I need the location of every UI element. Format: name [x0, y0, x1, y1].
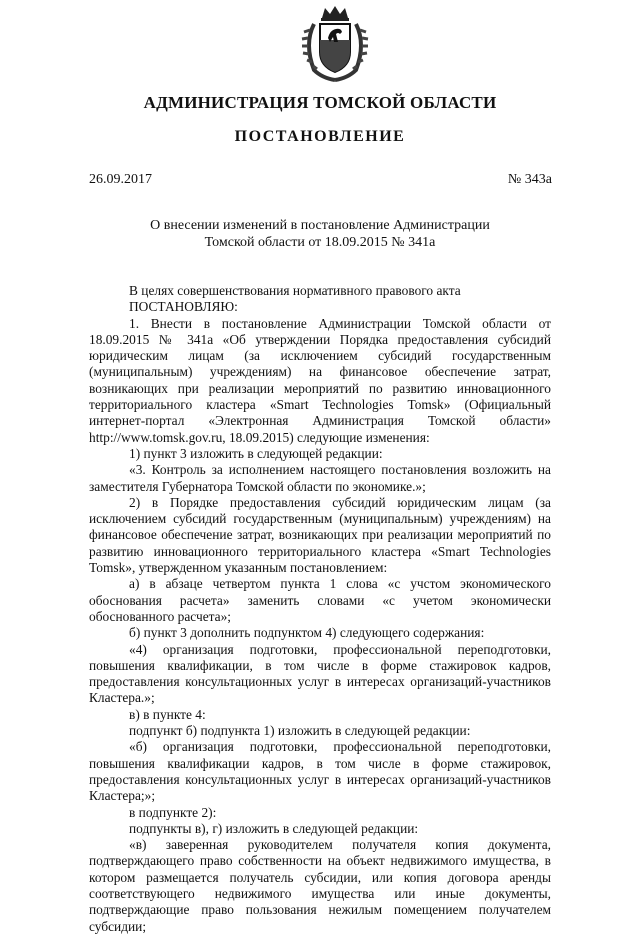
paragraph: 1. Внести в постановление Администрации Томской области от 18.09.2015 № 341а «Об утверждении Порядка предоставления субсидий юридическим лицам (за исключением субсидий государственным (муниципальным) учреждениям) на финансовое обеспечение затрат, возникающих при реализации мероприятий по развитию инновационного территориального кластера «Smart Technologies Tomsk» (Официальный интернет-портал «Электронная Администрация Томской области» http://www.tomsk.gov.ru, 18.09.2015) следующие изменения: — [89, 315, 551, 445]
paragraph: подпункт б) подпункта 1) изложить в следующей редакции: — [129, 723, 471, 739]
document-date: 26.09.2017 — [89, 172, 152, 187]
document-body — [89, 283, 551, 935]
organization-title: АДМИНИСТРАЦИЯ ТОМСКОЙ ОБЛАСТИ — [143, 93, 497, 112]
paragraph: «б) организация подготовки, профессиональной переподготовки, повышения квалификации кадров, в том числе в форме стажировок, предоставления консультационных услуг в интересах организаций-участников Кластера;»; — [89, 739, 551, 804]
tomsk-coat-of-arms-icon — [300, 4, 370, 82]
paragraph: ПОСТАНОВЛЯЮ: — [129, 299, 238, 315]
paragraph: а) в абзаце четвертом пункта 1 слова «с учстом экономического обоснования расчета» заменить словами «с учетом экономически обоснованного расчета»; — [89, 576, 551, 624]
paragraph: в подпункте 2): — [129, 804, 217, 820]
paragraph: В целях совершенствования нормативного правового акта — [129, 283, 461, 298]
subject-line: Томской области от 18.09.2015 № 341а — [204, 235, 436, 250]
paragraph: подпункты в), г) изложить в следующей редакции: — [129, 820, 419, 836]
paragraph: 2) в Порядке предоставления субсидий юридическим лицам (за исключением субсидий государственным (муниципальным) учреждениям) на финансовое обеспечение затрат, возникающих при реализации мероприятий по развитию инновационного территориального кластера «Smart Technologies Tomsk», утвержденном указанным постановлением: — [89, 494, 551, 576]
subject-line: О внесении изменений в постановление Администрации — [150, 218, 490, 233]
paragraph: в) в пункте 4: — [129, 706, 206, 722]
document-type: ПОСТАНОВЛЕНИЕ — [234, 128, 406, 145]
paragraph: «в) заверенная руководителем получателя копия документа, подтверждающего право собственности на объект недвижимого имущества, в котором размещается получатель субсидии, или копия договора аренды соответствующего недвижимого имущества или иные документы, подтверждающие право пользования нежилым помещением получателем субсидии; — [89, 837, 551, 934]
document-number: № 343а — [507, 172, 552, 187]
paragraph: «4) организация подготовки, профессиональной переподготовки, повышения квалификации, в том числе в форме стажировок кадров, предоставления консультационных услуг в интересах организаций-участников Кластера.»; — [89, 641, 551, 706]
paragraph: 1) пункт 3 изложить в следующей редакции: — [129, 445, 383, 461]
paragraph: б) пункт 3 дополнить подпунктом 4) следующего содержания: — [129, 625, 485, 641]
paragraph: «3. Контроль за исполнением настоящего постановления возложить на заместителя Губернатора Томской области по экономике.»; — [89, 462, 551, 494]
document-subject — [0, 217, 640, 251]
